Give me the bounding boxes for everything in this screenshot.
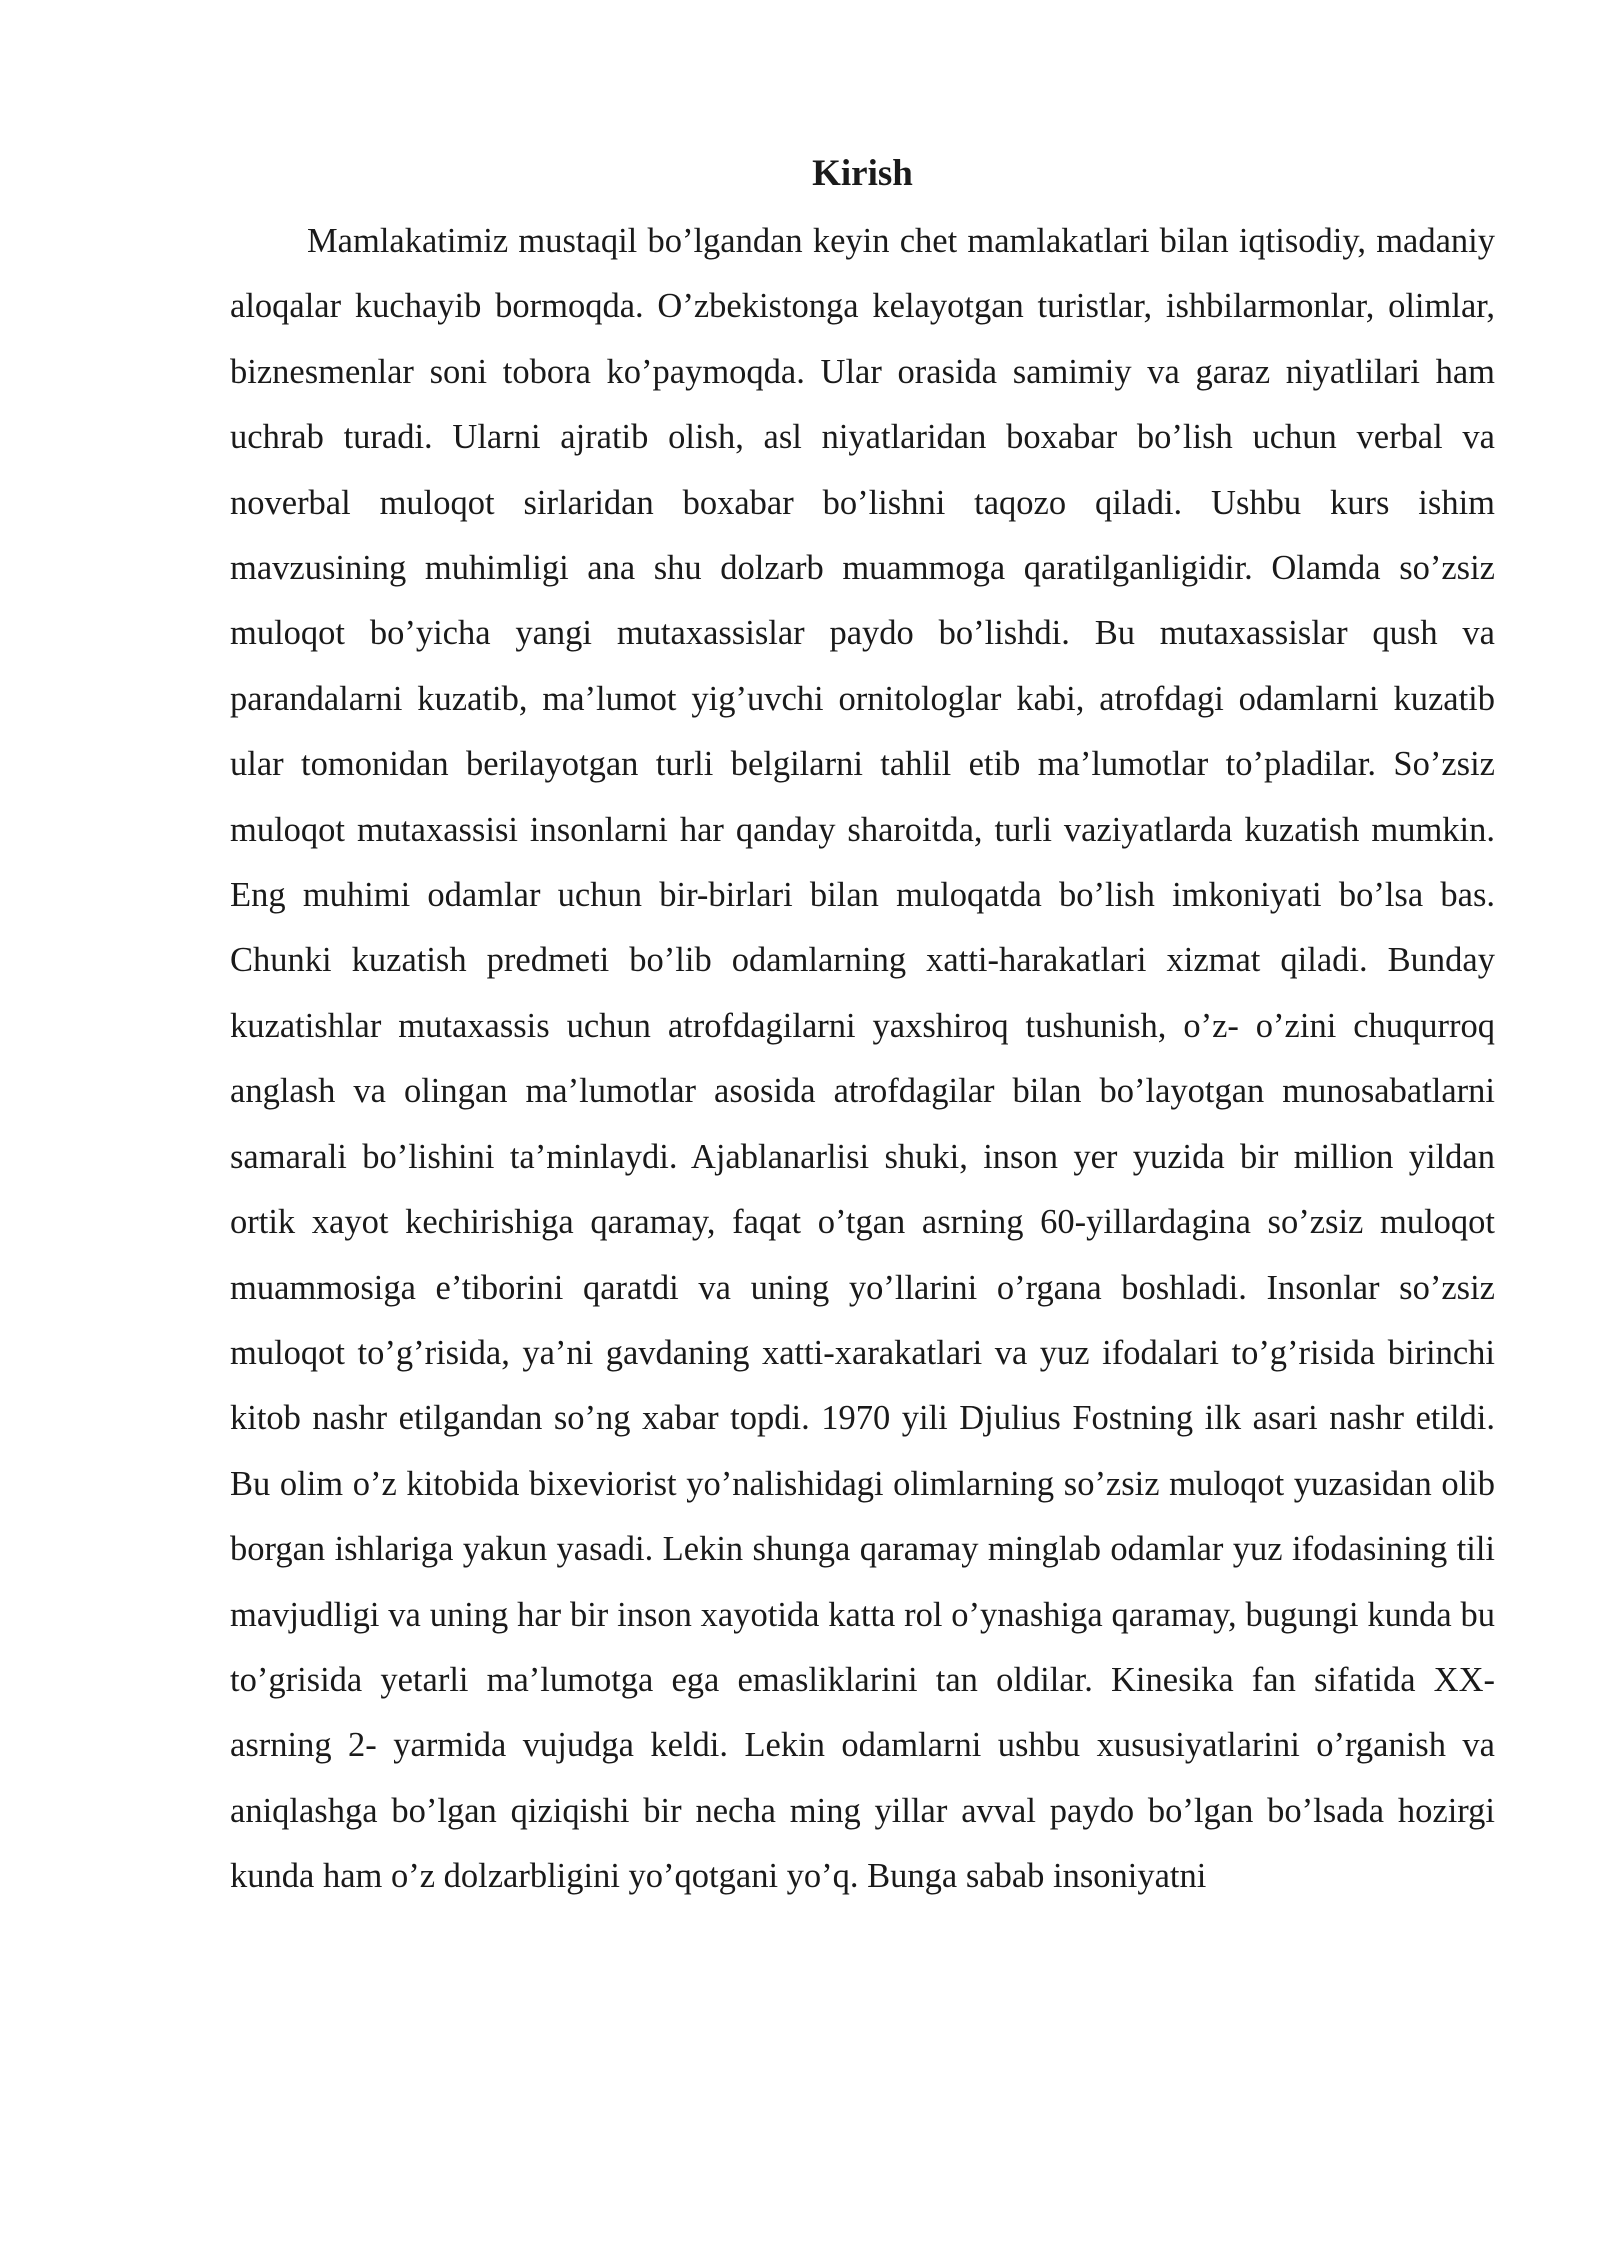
body-paragraph: Mamlakatimiz mustaqil bo’lgandan keyin chet mamlakatlari bilan iqtisodiy, madaniy aloqalar kuchayib bormoqda. O’zbekistonga kelayotgan turistlar, ishbilarmonlar, olimlar, biznesmenlar soni tobora ko’paymoqda. Ular orasida samimiy va garaz niyatlilari ham uchrab turadi. Ularni ajratib olish, asl niyatlaridan boxabar bo’lish uchun verbal va noverbal muloqot sirlaridan boxabar bo’lishni taqozo qiladi. Ushbu kurs ishim mavzusining muhimligi ana shu dolzarb muammoga qaratilganligidir. Olamda so’zsiz muloqot bo’yicha yangi mutaxassislar paydo bo’lishdi. Bu mutaxassislar qush va parandalarni kuzatib, ma’lumot yig’uvchi ornitologlar kabi, atrofdagi odamlarni kuzatib ular tomonidan berilayotgan turli belgilarni tahlil etib ma’lumotlar to’pladilar. So’zsiz muloqot mutaxassisi insonlarni har qanday sharoitda, turli vaziyatlarda kuzatish mumkin. Eng muhimi odamlar uchun bir-birlari bilan muloqatda bo’lish imkoniyati bo’lsa bas. Chunki kuzatish predmeti bo’lib odamlarning xatti-harakatlari xizmat qiladi. Bunday kuzatishlar mutaxassis uchun atrofdagilarni yaxshiroq tushunish, o’z- o’zini chuqurroq anglash va olingan ma’lumotlar asosida atrofdagilar bilan bo’layotgan munosabatlarni samarali bo’lishini ta’minlaydi. Ajablanarlisi shuki, inson yer yuzida bir million yildan ortik xayot kechirishiga qaramay, faqat o’tgan asrning 60-yillardagina so’zsiz muloqot muammosiga e’tiborini qaratdi va uning yo’llarini o’rgana boshladi. Insonlar so’zsiz muloqot to’g’risida, ya’ni gavdaning xatti-xarakatlari va yuz ifodalari to’g’risida birinchi kitob nashr etilgandan so’ng xabar topdi. 1970 yili Djulius Fostning ilk asari nashr etildi. Bu olim o’z kitobida bixeviorist yo’nalishidagi olimlarning so’zsiz muloqot yuzasidan olib borgan ishlariga yakun yasadi. Lekin shunga qaramay minglab odamlar yuz ifodasining tili mavjudligi va uning har bir inson xayotida katta rol o’ynashiga qaramay, bugungi kunda bu to’grisida yetarli ma’lumotga ega emasliklarini tan oldilar. Kinesika fan sifatida XX-asrning 2- yarmida vujudga keldi. Lekin odamlarni ushbu xususiyatlarini o’rganish va aniqlashga bo’lgan qiziqishi bir necha ming yillar avval paydo bo’lgan bo’lsada hozirgi kunda ham o’z dolzarbligini yo’qotgani yo’q. Bunga sabab insoniyatni <box>230 222 1495 1896</box>
page-heading: Kirish <box>812 153 913 194</box>
